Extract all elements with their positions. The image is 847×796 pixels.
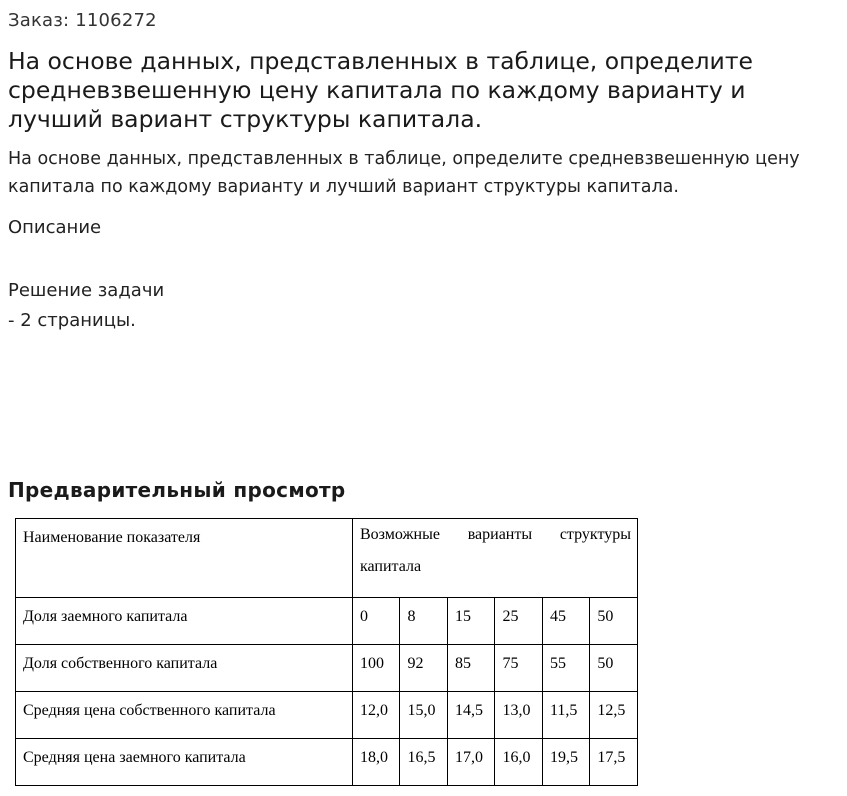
table-row xyxy=(16,739,638,786)
table-cell: 15 xyxy=(447,598,494,645)
table-cell: 16,0 xyxy=(495,739,542,786)
table-cell: 14,5 xyxy=(447,692,494,739)
description-heading: Описание xyxy=(8,217,102,238)
table-cell: 17,0 xyxy=(447,739,494,786)
capital-structure-table xyxy=(15,518,638,786)
solution-label: Решение задачи xyxy=(8,280,165,301)
row-name: Средняя цена заемного капитала xyxy=(16,739,353,786)
table-row xyxy=(16,598,638,645)
table-row xyxy=(16,645,638,692)
table-cell: 15,0 xyxy=(400,692,447,739)
order-number: Заказ: 1106272 xyxy=(8,10,157,31)
row-name: Доля заемного капитала xyxy=(16,598,353,645)
table-header-row xyxy=(16,519,638,598)
table-cell: 0 xyxy=(353,598,400,645)
preview-heading: Предварительный просмотр xyxy=(8,478,346,502)
header-indicator-name: Наименование показателя xyxy=(16,519,353,598)
table-cell: 85 xyxy=(447,645,494,692)
pages-count: - 2 страницы. xyxy=(8,310,136,331)
table-cell: 50 xyxy=(590,598,638,645)
table-cell: 8 xyxy=(400,598,447,645)
row-name: Средняя цена собственного капитала xyxy=(16,692,353,739)
header-variants: Возможные варианты структуры капитала xyxy=(353,519,638,598)
table-cell: 16,5 xyxy=(400,739,447,786)
table-cell: 100 xyxy=(353,645,400,692)
page-title: На основе данных, представленных в таблице, определите средневзвешенную цену капитала по каждому варианту и лучший вариант структуры капитала. xyxy=(8,47,753,133)
table-cell: 45 xyxy=(542,598,589,645)
table-cell: 55 xyxy=(542,645,589,692)
row-name: Доля собственного капитала xyxy=(16,645,353,692)
table-cell: 75 xyxy=(495,645,542,692)
table-cell: 18,0 xyxy=(353,739,400,786)
table-cell: 19,5 xyxy=(542,739,589,786)
table-cell: 12,0 xyxy=(353,692,400,739)
table-cell: 11,5 xyxy=(542,692,589,739)
table-row xyxy=(16,692,638,739)
table-cell: 50 xyxy=(590,645,638,692)
task-description: На основе данных, представленных в таблице, определите средневзвешенную цену капитала по каждому варианту и лучший вариант структуры капитала. xyxy=(8,149,800,197)
table-cell: 92 xyxy=(400,645,447,692)
table-cell: 12,5 xyxy=(590,692,638,739)
table-cell: 17,5 xyxy=(590,739,638,786)
table-cell: 25 xyxy=(495,598,542,645)
table-cell: 13,0 xyxy=(495,692,542,739)
